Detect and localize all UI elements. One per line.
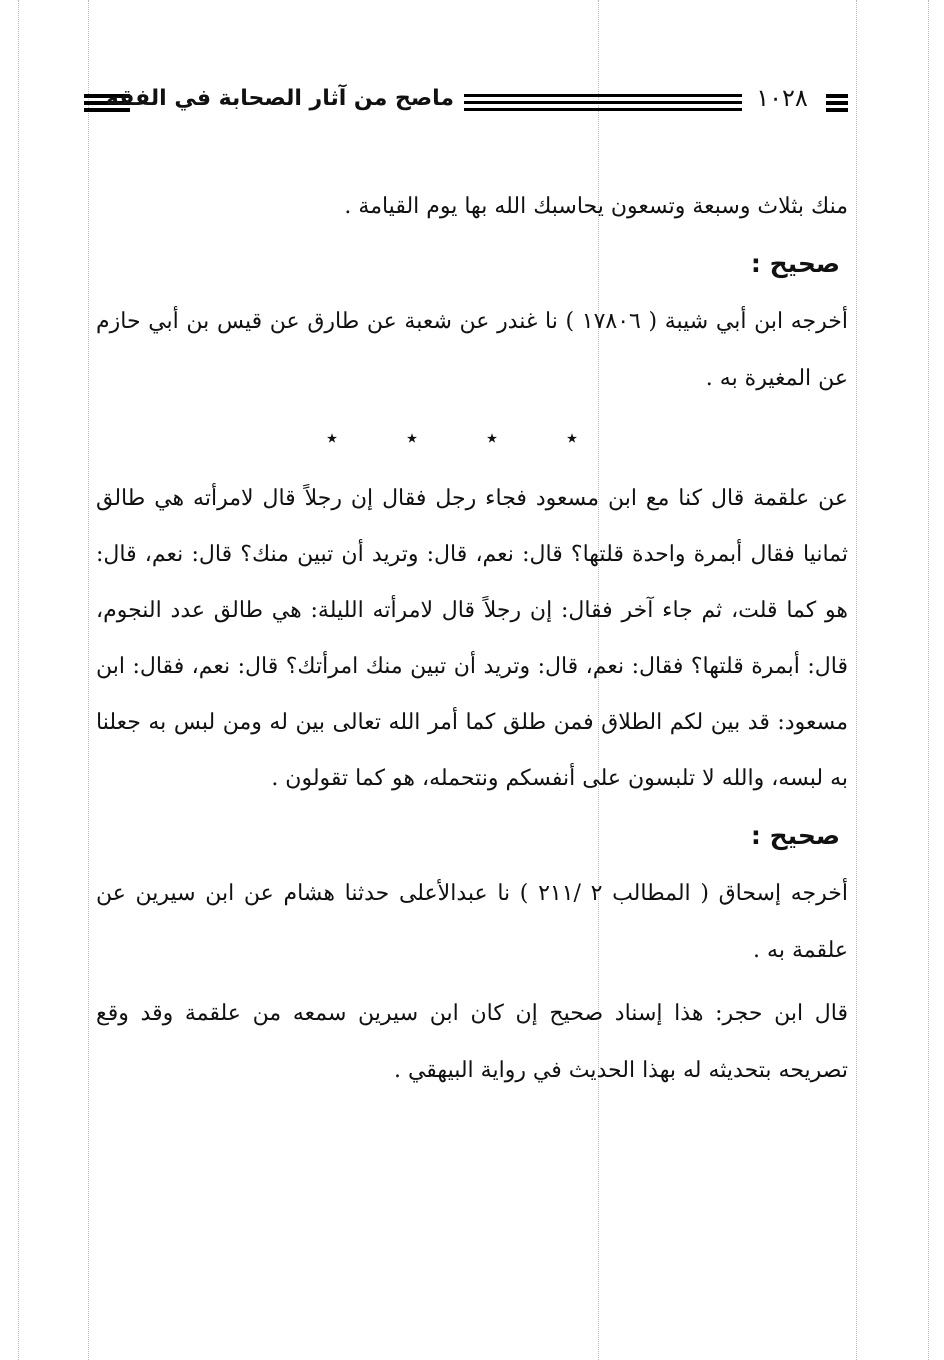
- section-separator: [96, 407, 848, 471]
- page-body: [96, 178, 848, 1099]
- margin-guide: [856, 0, 857, 1360]
- margin-guide: [88, 0, 89, 1360]
- paragraph: عن علقمة قال كنا مع ابن مسعود فجاء رجل فقال إن رجلاً قال لامرأته هي طالق ثمانيا فقال أبمرة واحدة قلتها؟ قال: نعم، قال: وتريد أن تبين منك؟ قال: نعم، قال: هو كما قلت، ثم جاء آخر فقال: إن رجلاً قال لامرأته الليلة: هي طالق عدد النجوم، قال: أبمرة قلتها؟ فقال: نعم، قال: وتريد أن تبين منك امرأتك؟ قال: نعم، فقال: ابن مسعود: قد بين لكم الطلاق فمن طلق كما أمر الله تعالى بين له ومن لبس به جعلنا به لبسه، والله لا تلبسون على أنفسكم ونتحمله، هو كما تقولون .: [96, 486, 848, 791]
- paragraph: منك بثلاث وسبعة وتسعون يحاسبك الله بها يوم القيامة .: [344, 194, 848, 219]
- paragraph: أخرجه إسحاق ( المطالب ٢ /٢١١ ) نا عبدالأعلى حدثنا هشام عن ابن سيرين عن علقمة به .: [96, 881, 849, 963]
- paragraph: أخرجه ابن أبي شيبة ( ١٧٨٠٦ ) نا غندر عن شعبة عن طارق عن قيس بن أبي حازم عن المغيرة به .: [96, 309, 848, 391]
- grading-heading: صحيح :: [750, 249, 840, 278]
- star-ornament: ٭: [486, 426, 498, 451]
- star-ornament: ٭: [566, 426, 578, 451]
- star-ornament: ٭: [326, 426, 338, 451]
- margin-guide: [18, 0, 19, 1360]
- star-ornament: ٭: [406, 426, 418, 451]
- page-header: [84, 84, 848, 124]
- margin-guide: [928, 0, 929, 1360]
- paragraph: قال ابن حجر: هذا إسناد صحيح إن كان ابن سيرين سمعه من علقمة وقد وقع تصريحه بتحديثه له بهذا الحديث في رواية البيهقي .: [96, 1001, 848, 1083]
- grading-heading: صحيح :: [750, 821, 840, 850]
- page-number: ١٠٢٨: [756, 84, 808, 112]
- running-title: ماصح من آثار الصحابة في الفقه: [105, 86, 454, 111]
- header-rule-middle: [464, 94, 742, 116]
- header-rule-right: [826, 94, 848, 116]
